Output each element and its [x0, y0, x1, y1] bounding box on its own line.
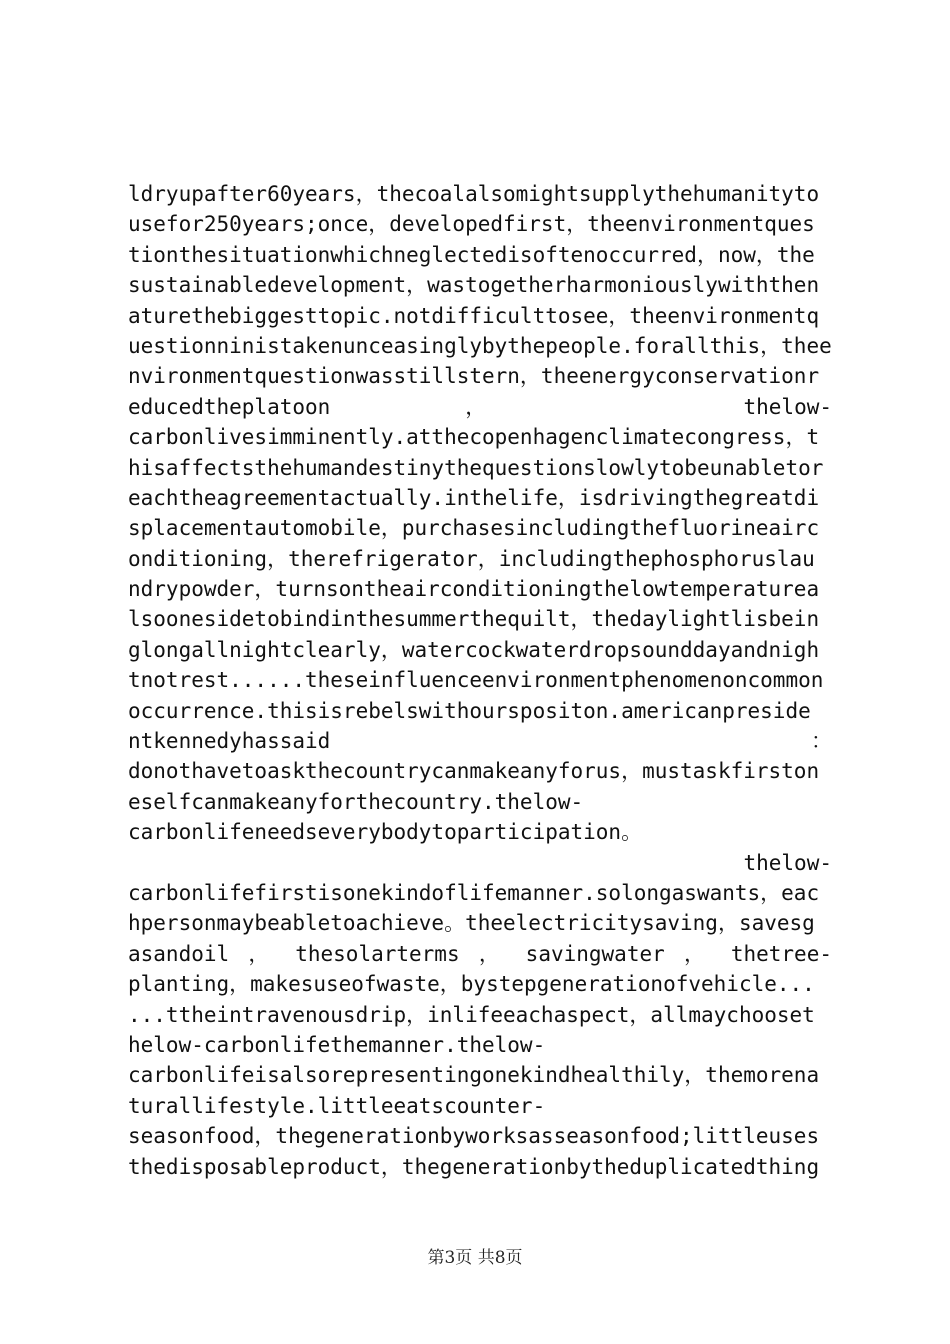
- text-line: lsoonesidetobindinthesummerthequilt，thedaylightlisbein: [128, 607, 820, 632]
- text-line: usefor250years;once，developedfirst，theenvironmentques: [128, 212, 815, 237]
- text-line: glongallnightclearly，watercockwaterdropsounddayandnigh: [128, 637, 820, 662]
- text-line: carbonlivesimminently.atthecopenhagenclimatecongress，t: [128, 425, 820, 450]
- text-line: hisaffectsthehumandestinythequestionslowlytobeunabletor: [128, 455, 824, 480]
- text-line: carbonlifefirstisonekindoflifemanner.solongaswants，eac: [128, 880, 820, 905]
- text-line: uestionninistakenunceasinglybythepeople.forallthis，thee: [128, 333, 832, 358]
- text-line: planting，makesuseofwaste，bystepgenerationofvehicle...: [128, 972, 815, 997]
- text-line: helow-carbonlifethemanner.thelow-: [128, 1032, 546, 1057]
- text-line: nvironmentquestionwasstillstern，theenergyconservationr: [128, 364, 820, 389]
- text-line: carbonlifeneedseverybodytoparticipation。: [128, 820, 643, 845]
- text-line: ndrypowder，turnsontheairconditioningthelowtemperaturea: [128, 577, 820, 602]
- text-line: splacementautomobile，purchasesincludingthefluorineairc: [128, 516, 820, 541]
- text-line: occurrence.thisisrebelswithourspositon.americanpreside: [128, 698, 811, 723]
- text-line: turallifestyle.littleeatscounter-: [128, 1093, 546, 1118]
- text-line: ...ttheintravenousdrip，inlifeeachaspect，allmaychooset: [128, 1002, 815, 1027]
- text-line: sustainabledevelopment，wastogetherharmoniouslywiththen: [128, 273, 820, 298]
- text-line: hpersonmaybeabletoachieve。theelectricitysaving，savesg: [128, 911, 815, 936]
- text-line: aturethebiggesttopic.notdifficulttosee，theenvironmentq: [128, 303, 820, 328]
- text-line: tnotrest......theseinfluenceenvironmentphenomenoncommon: [128, 668, 824, 693]
- page-footer: 第3页 共8页: [427, 1248, 523, 1268]
- text-line: donothavetoaskthecountrycanmakeanyforus，mustaskfirston: [128, 759, 820, 784]
- text-line: eachtheagreementactually.inthelife，isdrivingthegreatdi: [128, 485, 820, 510]
- text-line: asandoil ， thesolarterms ， savingwater ， thetree-: [128, 941, 832, 966]
- text-line: seasonfood，thegenerationbyworksasseasonfood;littleuses: [128, 1124, 820, 1149]
- text-line: ntkennedyhassaid ：: [128, 729, 832, 754]
- text-line: educedtheplatoon ， thelow-: [128, 394, 832, 419]
- text-line: thedisposableproduct，thegenerationbytheduplicatedthing: [128, 1154, 820, 1179]
- text-line: tionthesituationwhichneglectedisoftenoccurred，now，the: [128, 242, 815, 267]
- text-line: ldryupafter60years，thecoalalsomightsupplythehumanityto: [128, 182, 820, 206]
- text-line: onditioning，therefrigerator，includingthephosphoruslau: [128, 546, 815, 571]
- text-line: carbonlifeisalsorepresentingonekindhealthily，themorena: [128, 1063, 820, 1088]
- text-line: thelow-: [743, 850, 832, 875]
- text-line: eselfcanmakeanyforthecountry.thelow-: [128, 789, 584, 814]
- body-text: [128, 179, 832, 1182]
